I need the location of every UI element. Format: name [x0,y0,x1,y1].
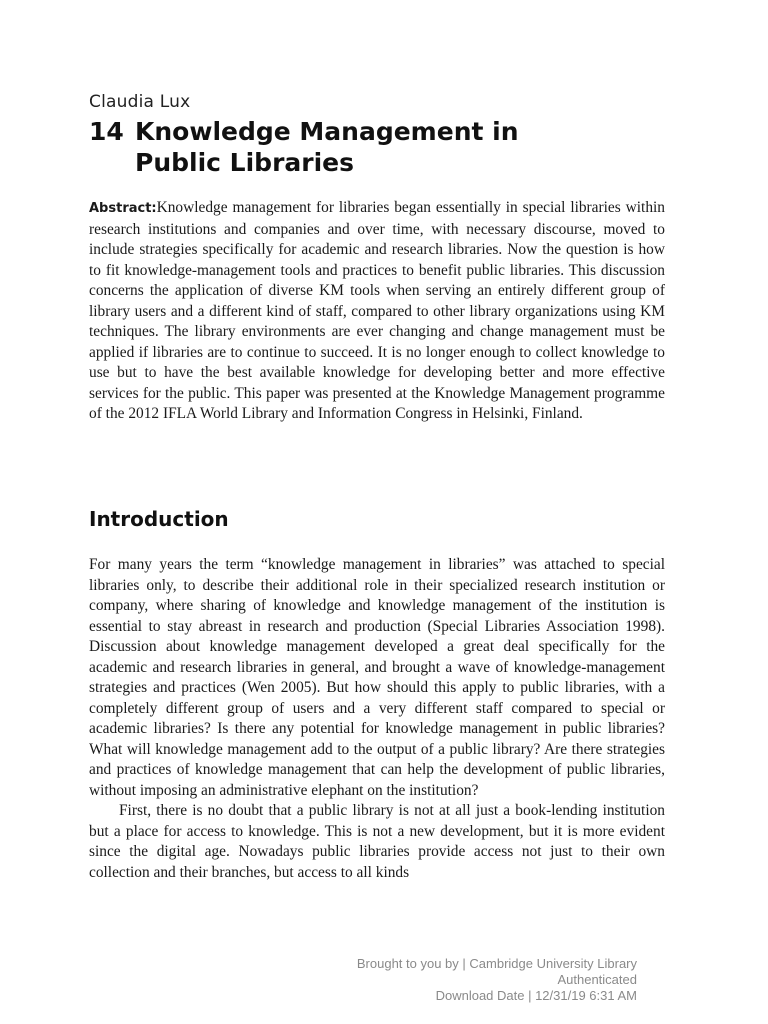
footer-line-download-date: Download Date | 12/31/19 6:31 AM [435,988,637,1003]
chapter-number: 14 [89,117,124,146]
introduction-paragraph-2: First, there is no doubt that a public library is not at all just a book-lending institution but a place for access to knowledge. This is not a new development, but it is more evident since the digital age. Nowadays public libraries provide access not just to their own collection and their branches, but access to all kinds [89,802,665,881]
introduction-paragraph-1: For many years the term “knowledge management in libraries” was attached to special libraries only, to describe their additional role in their specialized research institution or company, where sharing of knowledge and knowledge management of the institution is essential to stay abreast in research and production (Special Libraries Association 1998). Discussion about knowledge management developed a great deal specifically for the academic and research libraries in general, and brought a wave of knowledge-management strategies and practices (Wen 2005). But how should this apply to public libraries, with a completely different group of users and a very different staff compared to special or academic libraries? Is there any potential for knowledge management in public libraries? What will knowledge management add to the output of a public library? Are there strategies and practices of knowledge management that can help the development of public libraries, without imposing an administrative elephant on the institution? [89,556,665,799]
abstract-text: Knowledge management for libraries began essentially in special libraries within research institutions and companies and over time, with necessary discourse, moved to include strategies specifically for academic and research libraries. Now the question is how to fit knowledge-management tools and practices to benefit public libraries. This discussion concerns the application of diverse KM tools when serving an entirely different group of library users and a different kind of staff, compared to other library organizations using KM techniques. The library environments are ever changing and change management must be applied if libraries are to continue to succeed. It is no longer enough to collect knowledge to use but to have the best available knowledge for developing better and more effective services for the public. This paper was presented at the Knowledge Management programme of the 2012 IFLA World Library and Information Congress in Helsinki, Finland. [89,199,665,422]
chapter-title-line-1: Knowledge Management in [135,117,519,146]
section-heading-introduction: Introduction [89,507,229,531]
introduction-body [89,555,665,883]
chapter-title-line-2: Public Libraries [135,148,355,177]
footer-line-brought-by: Brought to you by | Cambridge University Library [356,956,637,971]
abstract [89,198,665,425]
access-watermark [357,956,637,1004]
abstract-label: Abstract: [89,201,157,216]
author-name: Claudia Lux [89,92,191,112]
footer-line-authenticated: Authenticated [557,972,637,987]
